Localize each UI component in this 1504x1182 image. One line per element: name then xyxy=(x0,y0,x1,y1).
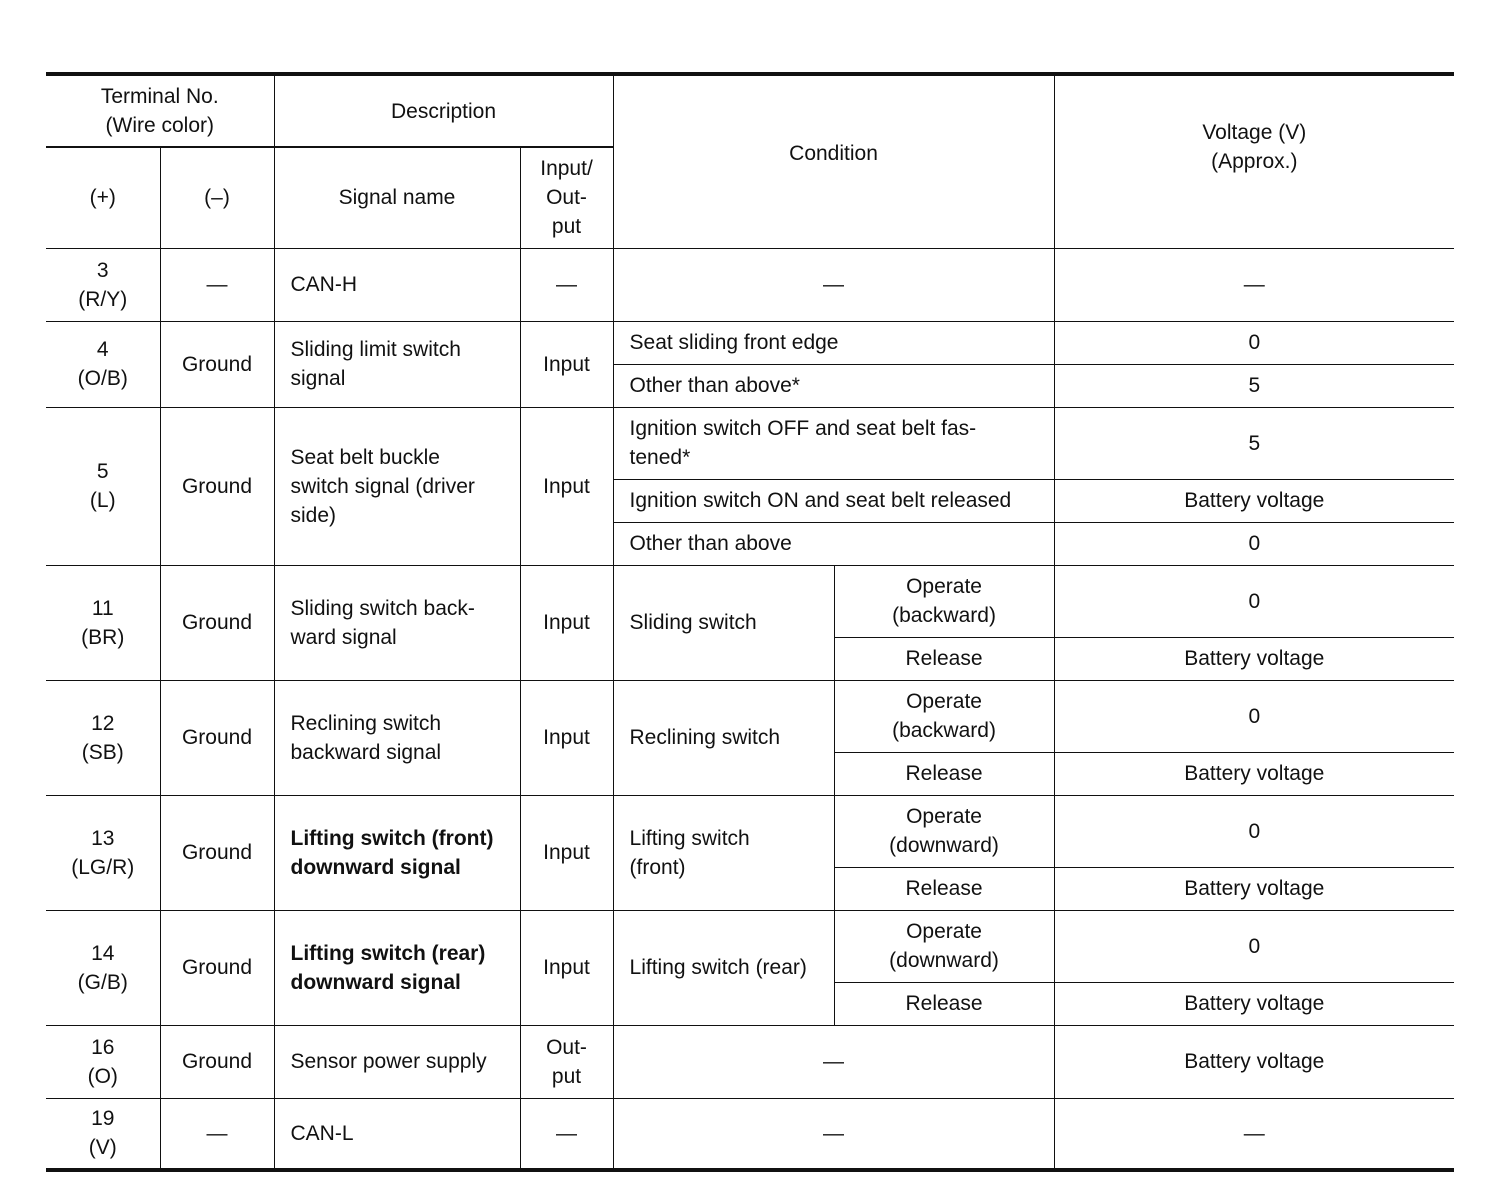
condition: Sliding switch xyxy=(613,565,834,680)
voltage: — xyxy=(1054,248,1454,321)
signal-name: Reclining switch backward signal xyxy=(274,680,520,795)
voltage: 0 xyxy=(1054,680,1454,752)
terminal-minus: Ground xyxy=(160,680,274,795)
input-output: Input xyxy=(520,795,613,910)
condition: Lifting switch (rear) xyxy=(613,910,834,1025)
voltage: Battery voltage xyxy=(1054,479,1454,522)
voltage: 5 xyxy=(1054,364,1454,407)
terminal-minus: Ground xyxy=(160,321,274,407)
condition: — xyxy=(613,1025,1054,1098)
condition: Ignition switch ON and seat belt released xyxy=(613,479,1054,522)
terminal-plus: 5 (L) xyxy=(46,407,160,565)
voltage: 0 xyxy=(1054,795,1454,867)
table-row xyxy=(46,1025,1454,1098)
sub-condition: Operate (downward) xyxy=(834,795,1054,867)
input-output: Input xyxy=(520,321,613,407)
input-output: Input xyxy=(520,407,613,565)
terminal-minus: — xyxy=(160,1098,274,1170)
condition: Other than above* xyxy=(613,364,1054,407)
table-row xyxy=(46,1098,1454,1170)
voltage: Battery voltage xyxy=(1054,752,1454,795)
terminal-plus: 14 (G/B) xyxy=(46,910,160,1025)
header-plus: (+) xyxy=(46,147,160,248)
terminal-minus: Ground xyxy=(160,795,274,910)
voltage: Battery voltage xyxy=(1054,982,1454,1025)
table-row xyxy=(46,248,1454,321)
signal-name: CAN-H xyxy=(274,248,520,321)
header-description: Description xyxy=(274,74,613,147)
terminal-minus: Ground xyxy=(160,407,274,565)
header-input-output: Input/ Out- put xyxy=(520,147,613,248)
condition: Seat sliding front edge xyxy=(613,321,1054,364)
input-output: — xyxy=(520,248,613,321)
terminal-plus: 4 (O/B) xyxy=(46,321,160,407)
input-output: Input xyxy=(520,565,613,680)
table-row xyxy=(46,680,1454,752)
header-terminal-no: Terminal No. (Wire color) xyxy=(46,74,274,147)
condition: Ignition switch OFF and seat belt fas- tened* xyxy=(613,407,1054,479)
terminal-minus: Ground xyxy=(160,910,274,1025)
signal-name: Lifting switch (rear) downward signal xyxy=(274,910,520,1025)
condition: Reclining switch xyxy=(613,680,834,795)
terminal-plus: 12 (SB) xyxy=(46,680,160,795)
header-voltage: Voltage (V) (Approx.) xyxy=(1054,74,1454,248)
voltage: 0 xyxy=(1054,522,1454,565)
header-signal-name: Signal name xyxy=(274,147,520,248)
terminal-minus: Ground xyxy=(160,1025,274,1098)
terminal-table xyxy=(46,72,1454,1172)
signal-name: Sliding limit switch signal xyxy=(274,321,520,407)
voltage: 5 xyxy=(1054,407,1454,479)
voltage: Battery voltage xyxy=(1054,1025,1454,1098)
voltage: Battery voltage xyxy=(1054,637,1454,680)
voltage: 0 xyxy=(1054,321,1454,364)
condition: — xyxy=(613,248,1054,321)
terminal-plus: 19 (V) xyxy=(46,1098,160,1170)
input-output: Input xyxy=(520,680,613,795)
input-output: — xyxy=(520,1098,613,1170)
sub-condition: Release xyxy=(834,982,1054,1025)
sub-condition: Operate (backward) xyxy=(834,565,1054,637)
signal-name: Seat belt buckle switch signal (driver side) xyxy=(274,407,520,565)
input-output: Out- put xyxy=(520,1025,613,1098)
header-minus: (–) xyxy=(160,147,274,248)
terminal-plus: 11 (BR) xyxy=(46,565,160,680)
signal-name: Lifting switch (front) downward signal xyxy=(274,795,520,910)
header-condition: Condition xyxy=(613,74,1054,248)
sub-condition: Release xyxy=(834,867,1054,910)
table-row xyxy=(46,407,1454,479)
table-row xyxy=(46,565,1454,637)
sub-condition: Operate (backward) xyxy=(834,680,1054,752)
terminal-plus: 13 (LG/R) xyxy=(46,795,160,910)
terminal-minus: — xyxy=(160,248,274,321)
voltage: 0 xyxy=(1054,910,1454,982)
voltage: Battery voltage xyxy=(1054,867,1454,910)
table-row xyxy=(46,910,1454,982)
table-row xyxy=(46,795,1454,867)
condition: — xyxy=(613,1098,1054,1170)
input-output: Input xyxy=(520,910,613,1025)
signal-name: Sliding switch back- ward signal xyxy=(274,565,520,680)
condition: Lifting switch (front) xyxy=(613,795,834,910)
sub-condition: Release xyxy=(834,752,1054,795)
terminal-plus: 16 (O) xyxy=(46,1025,160,1098)
table-row xyxy=(46,321,1454,364)
sub-condition: Release xyxy=(834,637,1054,680)
sub-condition: Operate (downward) xyxy=(834,910,1054,982)
voltage: 0 xyxy=(1054,565,1454,637)
signal-name: Sensor power supply xyxy=(274,1025,520,1098)
condition: Other than above xyxy=(613,522,1054,565)
voltage: — xyxy=(1054,1098,1454,1170)
signal-name: CAN-L xyxy=(274,1098,520,1170)
terminal-minus: Ground xyxy=(160,565,274,680)
terminal-plus: 3 (R/Y) xyxy=(46,248,160,321)
